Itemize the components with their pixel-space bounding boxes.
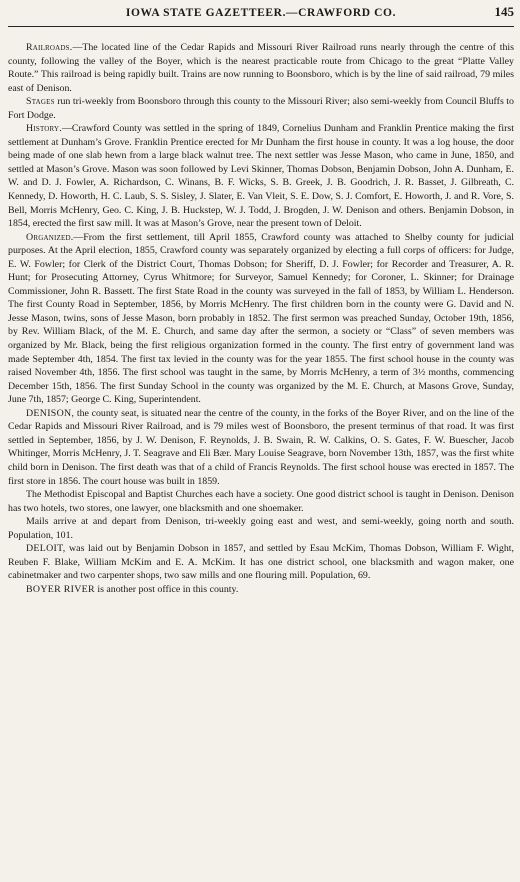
heading-railroads: Railroads. (26, 42, 73, 53)
paragraph-railroads (8, 41, 514, 95)
paragraph-deloit (8, 542, 514, 583)
text-deloit: was laid out by Benjamin Dobson in 1857, and settled by Esau McKim, Thomas Dobson, William F. Wight, Reuben F. Blake, William McKim and E. A. McKim. It has one district school, one blacksmith and wagon maker, one cabinetmaker and two carpenter shops, two saw mills and one flouring mill. Population, 69. (8, 543, 514, 582)
heading-organized: Organized. (26, 231, 74, 243)
text-railroads: —The located line of the Cedar Rapids and Missouri River Railroad runs nearly through the centre of this county, following the valley of the Boyer, which is the nearest practicable route from Chicago to the great “Platte Valley Route.” This railroad is being rapidly built. Trains are now running to Boonsboro, which is by the line of said railroad, 79 miles east of Denison. (8, 42, 514, 94)
heading-boyer-river: BOYER RIVER (26, 583, 95, 595)
paragraph-denison (8, 407, 514, 488)
text-denison: the county seat, is situated near the centre of the county, in the forks of the Boyer River, and on the line of the Cedar Rapids and Missouri River Railroad, and is 79 miles west of Boonsboro, the present terminus of that road. It was first settled in September, 1856, by J. W. Denison, F. Reynolds, J. B. Swain, R. W. Calkins, O. S. Gates, F. W. Buescher, Jacob Whitinger, Morris McHenry, J. T. Seagrave and Eli Bær. Mary Louise Seagrave, born November 13th, 1857, was the first white child born in Denison. The first death was that of a child of Francis Reynolds. The first school house was erected in 1857. The first store in 1856. The court house was built in 1859. (8, 407, 514, 487)
heading-stages: Stages (26, 96, 55, 108)
heading-deloit: DELOIT, (26, 543, 66, 555)
paragraph-organized (8, 231, 514, 407)
paragraph-history (8, 122, 514, 230)
paragraph-churches (8, 488, 514, 515)
page-number: 145 (494, 4, 514, 19)
paragraph-boyer-river (8, 583, 514, 597)
text-history: —Crawford County was settled in the spring of 1849, Cornelius Dunham and Franklin Prentice making the first settlement at Dunham’s Grove. Franklin Prentice erected for Mr Dunham the first house in county. It was a log house, the door being made of one slab hewn from a large black walnut tree. The next settler was Jesse Mason, who came in June, 1850, and settled at Mason’s Grove. Mason was soon followed by Levi Skinner, Thomas Dobson, Benjamin Dobson, John A. Dunham, E. W. and D. J. Fowler, A. Richardson, C. Winans, B. F. Wicks, S. B. Greek, J. B. Goodrich, J. R. Basset, J. Gilbreath, C. Kennedy, D. Howorth, H. C. Laub, S. S. Sisley, J. Slater, E. Van Vleit, S. E. Dow, S. J. Comfort, E. Howorth, J. and R. Vore, S. Bell, Morris McHenry, Geo. C. King, J. B. Huckstep, W. J. Todd, J. Brogden, J. W. Denison and others. Benjamin Dobson, in 1854, erected the first saw mill. It was at Mason’s Grove, near the present town of Deloit. (8, 123, 514, 230)
running-header (8, 4, 514, 27)
text-mails: Mails arrive at and depart from Denison, tri-weekly going east and west, and semi-weekly, going north and south. Population, 101. (8, 516, 514, 541)
article-body (8, 41, 514, 596)
text-churches: The Methodist Episcopal and Baptist Churches each have a society. One good district school is taught in Denison. Denison has two hotels, two stores, one lawyer, one blacksmith and one shoemaker. (8, 489, 514, 514)
heading-denison: DENISON, (26, 407, 75, 419)
running-title: IOWA STATE GAZETTEER.—CRAWFORD CO. (125, 7, 397, 19)
paragraph-mails (8, 515, 514, 542)
paragraph-stages (8, 95, 514, 122)
text-boyer-river: is another post office in this county. (94, 583, 239, 595)
heading-history: History. (26, 123, 62, 135)
text-stages: run tri-weekly from Boonsboro through this county to the Missouri River; also semi-weekly from Council Bluffs to Fort Dodge. (8, 96, 514, 121)
text-organized: —From the first settlement, till April 1855, Crawford county was attached to Shelby county for judicial purposes. At the April election, 1855, Crawford county was separately organized by electing a full corps of officers: for Judge, E. W. Fowler; for Clerk of the District Court, Thomas Dobson; for Sheriff, D. J. Fowler; for Recorder and Treasurer, A. R. Hunt; for Prosecuting Attorney, Cyrus Whitmore; for Surveyor, Samuel Kennedy; for Coroner, L. Skinner; for Drainage Commissioner, John R. Bassett. The first State Road in the county was surveyed in the fall of 1853, by William L. Henderson. The first County Road in September, 1856, by Morris McHenry. The first children born in the county were G. David and N. Jesse Mason, twins, sons of Jesse Mason, born probably in 1852. The first sermon was preached Sunday, October 19th, 1856, by Rev. William Black, of the M. E. Church, and same day after the sermon, a society or “Class” of seven members was organized by Mr. Black, being the first religious organization formed in the county. The first entry of government land was made September 4th, 1854. The first tax levied in the county was for the year 1855. The first school house in the county was raised November 4th, 1856. The first school was taught in the same, by Morris McHenry, a term of 3½ months, commencing December 15th, 1856. The first Sunday School in the county was organized by the M. E. Church, at Masons Grove, Sunday, June 7th, 1857; George C. King, Superintendent. (8, 231, 514, 406)
